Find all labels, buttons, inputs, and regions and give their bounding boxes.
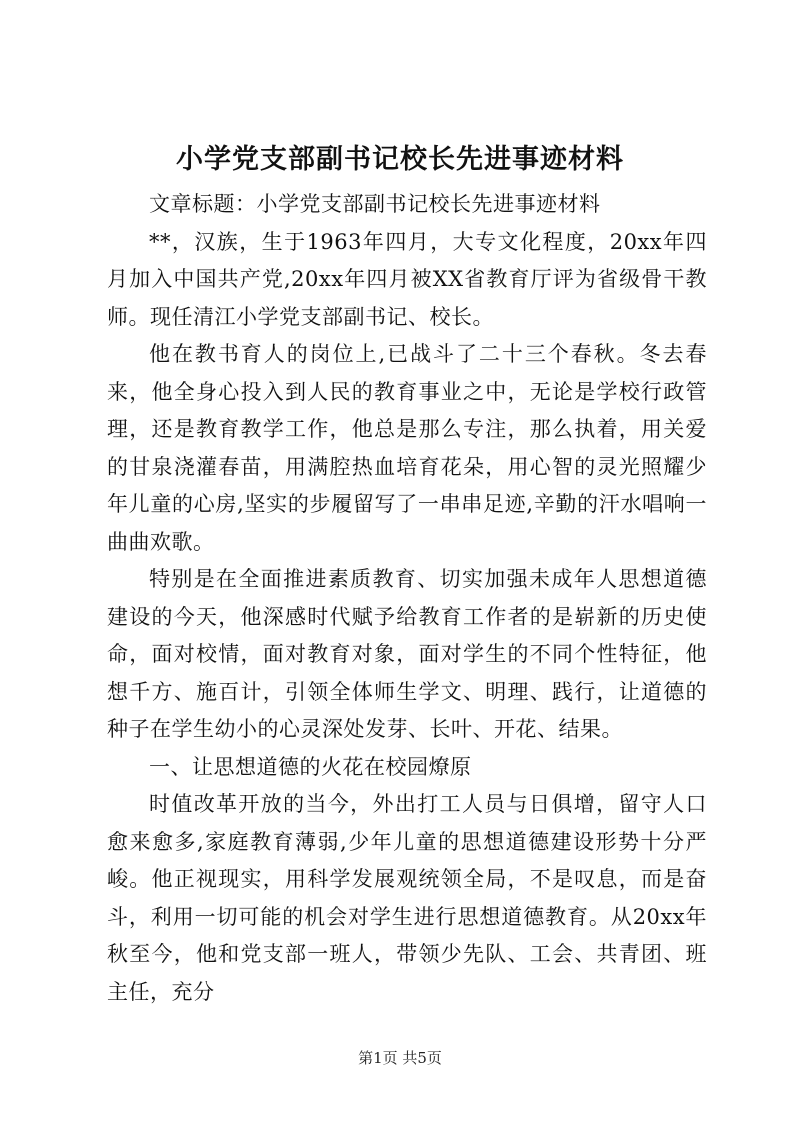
paragraph-mission: 特别是在全面推进素质教育、切实加强未成年人思想道德建设的今天，他深感时代赋予给教育工作者的是崭新的历史使命，面对校情，面对教育对象，面对学生的不同个性特征，他想千方、施百计，引领全体师生学文、明理、践行，让道德的种子在学生幼小的心灵深处发芽、长叶、开花、结果。 (107, 567, 707, 741)
section-heading-1: 一、让思想道德的火花在校园燎原 (149, 754, 472, 779)
document-body (107, 186, 707, 1011)
paragraph-biography: **，汉族，生于1963年四月，大专文化程度，20xx年四月加入中国共产党,20xx年四月被XX省教育厅评为省级骨干教师。现任清江小学党支部副书记、校长。 (107, 229, 707, 329)
page-footer: 第1页 共5页 (358, 1049, 442, 1067)
paragraph-article-title: 文章标题：小学党支部副书记校长先进事迹材料 (149, 192, 601, 216)
paragraph-section-1: 时值改革开放的当今，外出打工人员与日俱增，留守人口愈来愈多,家庭教育薄弱,少年儿童的思想道德建设形势十分严峻。他正视现实，用科学发展观统领全局，不是叹息，而是奋斗，利用一切可能的机会对学生进行思想道德教育。从20xx年秋至今，他和党支部一班人，带领少先队、工会、共青团、班主任，充分 (107, 792, 707, 1004)
paragraph-career: 他在教书育人的岗位上,已战斗了二十三个春秋。冬去春来，他全身心投入到人民的教育事业之中，无论是学校行政管理，还是教育教学工作，他总是那么专注，那么执着，用关爱的甘泉浇灌春苗，用满腔热血培育花朵，用心智的灵光照耀少年儿童的心房,坚实的步履留写了一串串足迹,辛勤的汗水唱响一曲曲欢歌。 (107, 342, 707, 554)
document-title: 小学党支部副书记校长先进事迹材料 (176, 144, 624, 175)
